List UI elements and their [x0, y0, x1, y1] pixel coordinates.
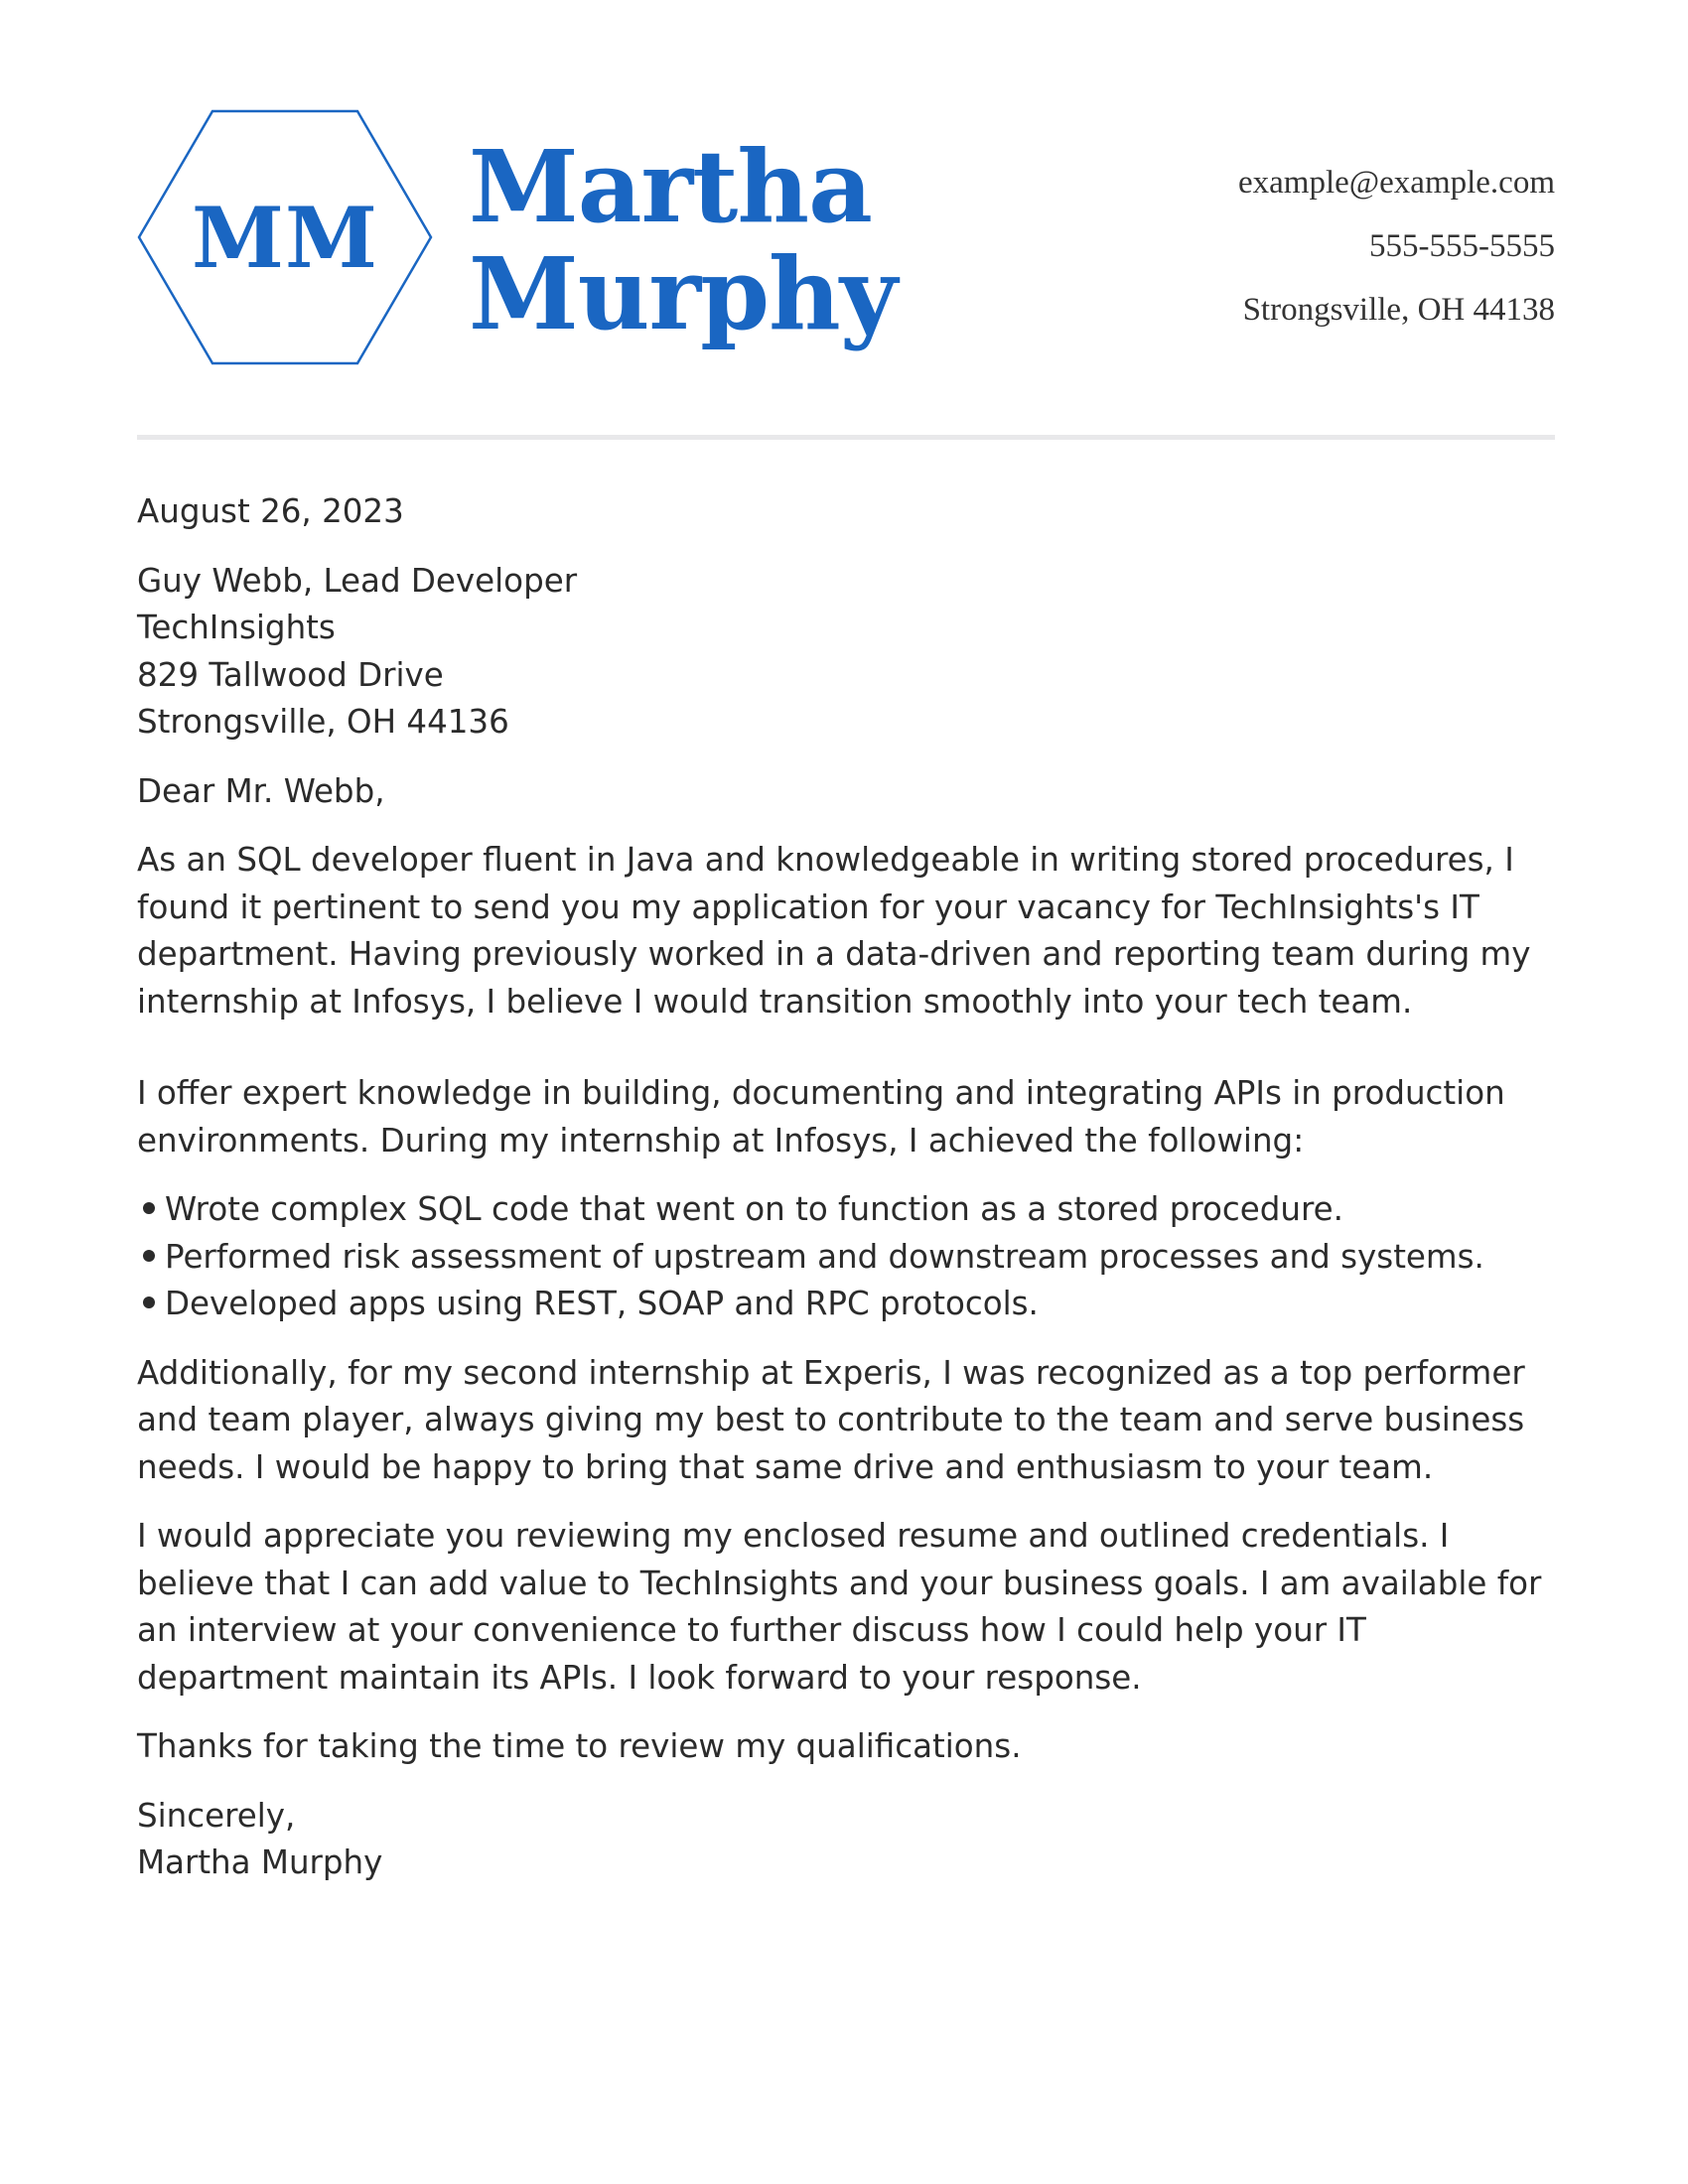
achievements-list: [137, 1186, 1567, 1328]
body-paragraph: As an SQL developer fluent in Java and knowledgeable in writing stored procedures, I found it pertinent to send you my application for your vacancy for TechInsights's IT department. Having previously worked in a data-driven and reporting team during my internship at Infosys, I believe I would transition smoothly into your tech team.: [137, 841, 1531, 1021]
achievement-text: Performed risk assessment of upstream and downstream processes and systems.: [165, 1237, 1484, 1276]
list-item: [137, 1186, 1567, 1234]
contact-location: Strongsville, OH 44138: [1242, 292, 1555, 328]
body-paragraph: Additionally, for my second internship at Experis, I was recognized as a top performer and team player, always giving my best to contribute to the team and serve business needs. I would be happy to bring that same drive and enthusiasm to your team.: [137, 1353, 1525, 1486]
achievement-text: Developed apps using REST, SOAP and RPC protocols.: [165, 1285, 1039, 1322]
contact-info: [1238, 151, 1555, 341]
monogram-logo: [137, 109, 433, 365]
signature-block: [137, 1793, 1567, 1887]
achievement-text: Wrote complex SQL code that went on to function as a stored procedure.: [165, 1190, 1343, 1228]
monogram-initials: MM: [192, 188, 378, 287]
body-paragraph: I offer expert knowledge in building, documenting and integrating APIs in production environments. During my internship at Infosys, I achieved the following:: [137, 1074, 1505, 1160]
closing-phrase: Sincerely,: [137, 1796, 296, 1835]
salutation: Dear Mr. Webb,: [137, 771, 385, 810]
signature-name: Martha Murphy: [137, 1843, 383, 1881]
recipient-street: 829 Tallwood Drive: [137, 655, 444, 694]
thanks-line: Thanks for taking the time to review my qualifications.: [137, 1727, 1022, 1765]
applicant-first-name: Martha: [469, 128, 872, 245]
applicant-name: [469, 128, 897, 352]
contact-email[interactable]: example@example.com: [1237, 165, 1555, 201]
letter-body: [137, 488, 1567, 1887]
recipient-city: Strongsville, OH 44136: [137, 703, 509, 741]
letter-date: August 26, 2023: [137, 492, 404, 530]
applicant-last-name: Murphy: [469, 235, 897, 352]
list-item: [137, 1281, 1567, 1328]
recipient-company: TechInsights: [137, 609, 336, 646]
header-divider: [137, 435, 1555, 440]
recipient-name-title: Guy Webb, Lead Developer: [137, 561, 578, 600]
body-paragraph: I would appreciate you reviewing my enclosed resume and outlined credentials. I believe that I can add value to TechInsights and your business goals. I am available for an interview at your convenience to further discuss how I could help your IT department maintain its APIs. I look forward to your response.: [137, 1517, 1542, 1697]
contact-phone[interactable]: 555-555-5555: [1369, 228, 1555, 264]
recipient-address: [137, 558, 1567, 747]
bullet-icon: [143, 1297, 155, 1308]
bullet-icon: [143, 1250, 155, 1262]
list-item: [137, 1234, 1567, 1282]
bullet-icon: [143, 1202, 155, 1214]
